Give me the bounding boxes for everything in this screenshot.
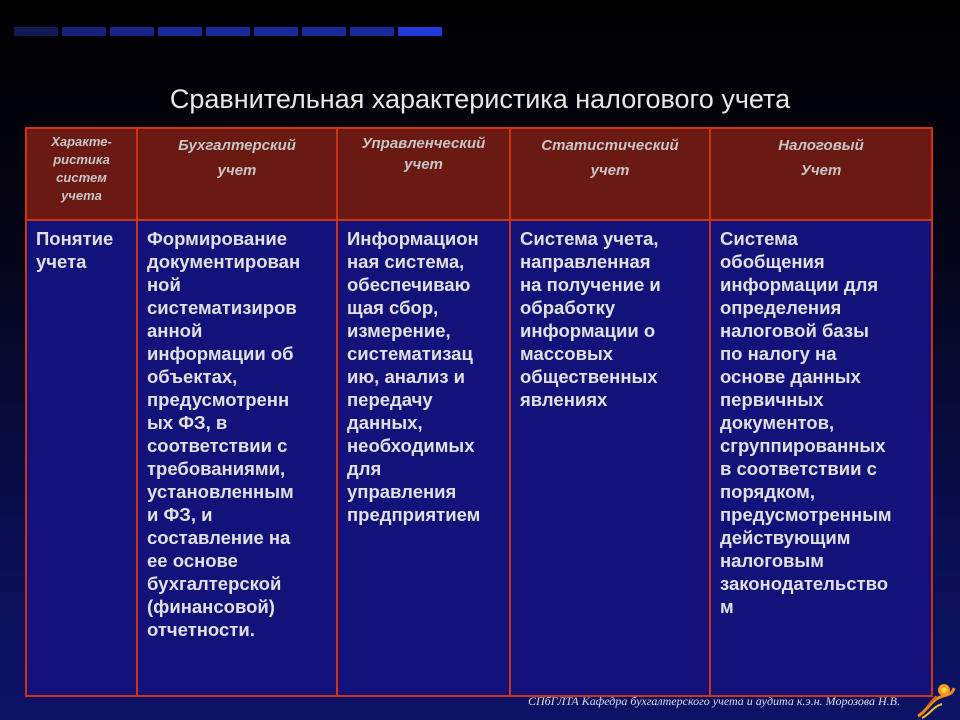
top-bar-segment: [254, 27, 298, 36]
top-bar-segment: [206, 27, 250, 36]
top-bar-segment: [350, 27, 394, 36]
top-bar-segment: [158, 27, 202, 36]
flame-logo-icon: [912, 676, 958, 720]
header-characteristic: Характе- ристика систем учета: [26, 128, 137, 220]
table-header-row: [26, 128, 932, 220]
comparison-table: [25, 127, 933, 697]
header-statistical: Статистический учет: [510, 128, 710, 220]
top-bar-segment: [398, 27, 442, 36]
header-accounting: Бухгалтерский учет: [137, 128, 337, 220]
cell-statistical: Система учета, направленная на получение и обработку информации о массовых общественных явлениях: [510, 220, 710, 696]
cell-concept: Понятие учета: [26, 220, 137, 696]
cell-accounting: Формирование документирован ной систематизиров анной информации об объектах, предусмотренн ых ФЗ, в соответствии с требованиями, установленным и ФЗ, и составление на ее основе бухгалтерской (финансовой) отчетности.: [137, 220, 337, 696]
slide-title: Сравнительная характеристика налогового учета: [169, 84, 791, 114]
header-management: Управленческий учет: [337, 128, 510, 220]
cell-management: Информацион ная система, обеспечиваю щая сбор, измерение, систематизац ию, анализ и передачу данных, необходимых для управления предприятием: [337, 220, 510, 696]
cell-tax: Система обобщения информации для определения налоговой базы по налогу на основе данных первичных документов, сгруппированных в соответствии с порядком, предусмотренным действующим налоговым законодательство м: [710, 220, 932, 696]
top-bar-segment: [302, 27, 346, 36]
decorative-top-bars: [14, 27, 442, 36]
top-bar-segment: [62, 27, 106, 36]
table-row: [26, 220, 932, 696]
top-bar-segment: [110, 27, 154, 36]
top-bar-segment: [14, 27, 58, 36]
footer-credit: СПбГЛТА Кафедра бухгалтерского учета и аудита к.э.н. Морозова Н.В.: [528, 694, 900, 708]
header-tax: Налоговый Учет: [710, 128, 932, 220]
